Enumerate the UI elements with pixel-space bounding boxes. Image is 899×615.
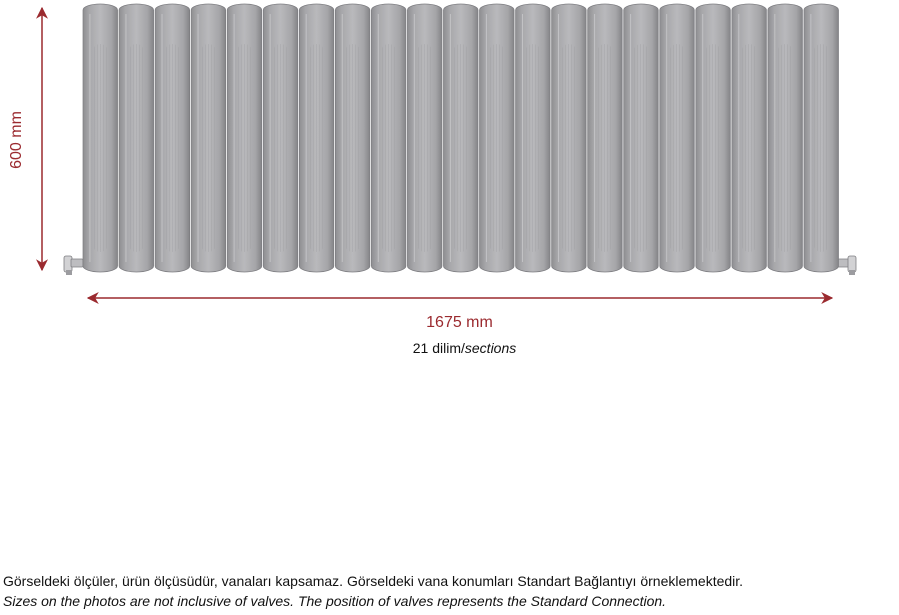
- radiator-sections: [83, 4, 839, 272]
- radiator-section: [624, 4, 659, 272]
- turkish-note: Görseldeki ölçüler, ürün ölçüsüdür, vanaları kapsamaz. Görseldeki vana konumları Standart Bağlantıyı örneklemektedir.: [3, 573, 744, 589]
- radiator-section: [335, 4, 370, 272]
- radiator-section: [407, 4, 442, 272]
- radiator-section: [516, 4, 551, 272]
- radiator-section: [119, 4, 154, 272]
- sections-english-text: sections: [464, 340, 517, 356]
- radiator-section: [804, 4, 839, 272]
- radiator-section: [371, 4, 406, 272]
- height-dimension-label: 600 mm: [8, 111, 25, 169]
- radiator-section: [83, 4, 118, 272]
- section-count-label: [0, 340, 899, 356]
- radiator-section: [552, 4, 587, 272]
- radiator-section: [768, 4, 803, 272]
- radiator-section: [480, 4, 515, 272]
- left-valve-icon: [64, 256, 83, 275]
- radiator-section: [588, 4, 623, 272]
- section-count-text: 21 dilim/: [412, 340, 465, 356]
- radiator-section: [732, 4, 767, 272]
- radiator-section: [263, 4, 298, 272]
- radiator-section: [227, 4, 262, 272]
- radiator-section: [696, 4, 731, 272]
- english-note: Sizes on the photos are not inclusive of valves. The position of valves represents the Standard Connection.: [3, 593, 667, 609]
- radiator-section: [191, 4, 226, 272]
- width-dimension-label: 1675 mm: [426, 314, 493, 331]
- radiator-section: [660, 4, 695, 272]
- radiator-section: [155, 4, 190, 272]
- right-valve-icon: [838, 256, 856, 275]
- radiator-section: [299, 4, 334, 272]
- radiator-section: [443, 4, 478, 272]
